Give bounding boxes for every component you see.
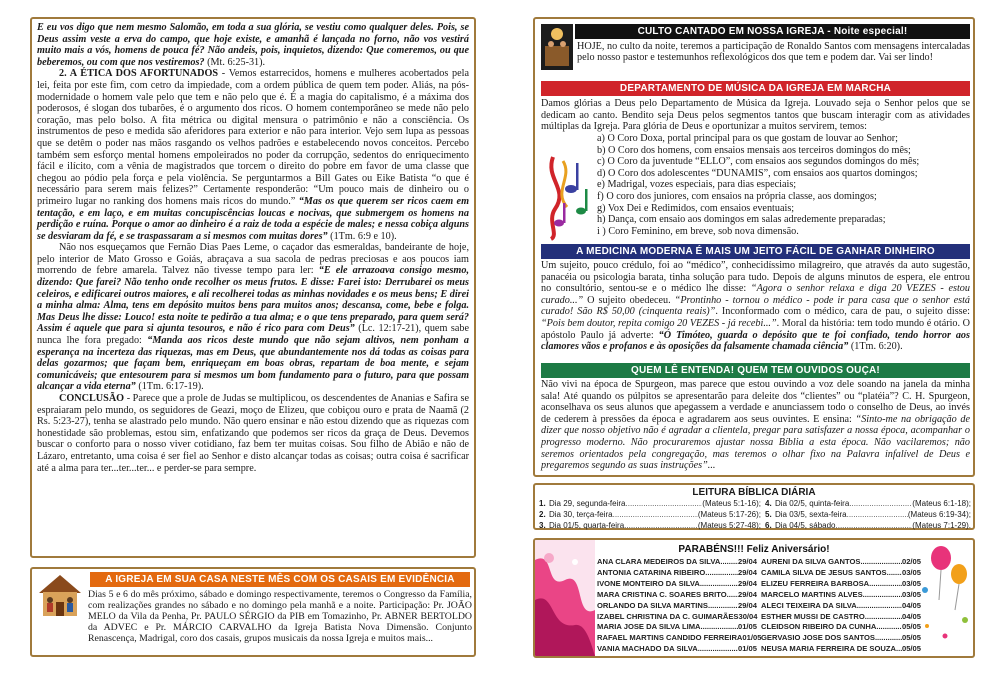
leitura-dots [849,498,912,509]
birthday-row [597,612,757,623]
birthday-name: GERVASIO JOSE DOS SANTOS [761,633,875,643]
birthday-name: IVONE MONTEIRO DA SILVA [597,578,700,588]
birthday-row [597,622,757,633]
birthday-name: RAFAEL MARTINS CANDIDO FERREIRA [597,633,743,643]
leitura-entry [765,520,971,531]
musica-item-a: a) O Coro Doxa, portal principal para os que gostam de louvar ao Senhor; [597,133,899,144]
musica-list [597,133,970,237]
musica-title: DEPARTAMENTO DE MÚSICA DA IGREJA EM MARCHA [541,81,970,96]
medicina-t1: Um sujeito, pouco crédulo, foi ao “médico”, conhecidíssimo milagreiro, que através da auto sugestão, panacéia ou psicologia barata, tinha solução para tudo. Depois de alguns minutos de espera, ele entrou no consultório, sentou-se e o médico lhe disse: [541,260,970,295]
article-body [37,22,469,474]
birthday-dots [863,590,902,601]
leitura-ref: (Mateus 5:1-16); [702,499,761,508]
leitura-day: Dia 02/5, quinta-feira [775,499,850,508]
right-main-frame [533,17,975,477]
article-p1-quote: E eu vos digo que nem mesmo Salomão, em toda a sua glória, se vestiu como qualquer deles. Pois, se Deus assim veste a erva do campo, que hoje existe, e amanhã é lançada no forno, não vos vestirá muito mais a vós, homens de pouca fé? Não andeis, pois, inquietos, dizendo: Que comeremos, ou que beberemos, ou com que nos vestiremos? [37,22,469,68]
birthday-name: CAMILA SILVA DE JESUS SANTOS [761,567,887,577]
article-p3-quote: “E ele arrazoava consigo mesmo, dizendo: Que farei? Não tenho onde recolher os meus frutos. E disse: Farei isto: Derrubarei os meus celeiros, e edificarei outros maiores, e ali recolherei todas as minhas novidades e os meus bens; E direi a minha alma: Alma, tens em depósito muitos bens para muitos anos; descansa, come, bebe e folga. Mas Deus lhe disse: Louco! esta noite te pedirão a tua alma; e o que tens preparado, para quem será? Assim é aquele que para si ajunta tesouros, e não é rico para com Deus” [37,265,469,335]
leitura-entry [765,509,971,520]
article-p2 [37,68,469,242]
leitura-row [539,509,971,520]
leitura-entry [539,520,761,531]
birthday-name: ANA CLARA MEDEIROS DA SILVA [597,557,721,566]
article-p2-text: - Vemos estarrecidos, homens e mulheres acobertados pela lei, feita por este fim, com cetro da impiedade, com a ordem pública de quem tem poder. Aliás, na pós-modernidade o homem vale pelo que tem e não pelo que é. É a magia do capitalismo, é a máxima dos poderosos, é slogan dos tubarões, é o argumento dos ricos. O homem contemporâneo se mede não pelo coração, mas pelo bolso. A fita métrica ou digital mensura o patrimônio e não a consciência. Os instrumentos de peso e medida são aferidores para exterior e não para interior. Vejo sem lupa as pessoas que se detêm o poder nas mãos rasgando os velhos padrões e estabelecendo novos conceitos. Percebo também sem esforço mental homens empoleirados no poder da corrupção, sedentos do enriquecimento fácil e ilícito, com a vênia de magistrados que torcem o direito do pobre em favor de uma classe que chegou ao pódio pela força e pela violência. Se perguntarmos a Bill Gates ou Eike Batista “o que é necessário para serem mais felizes?” Certamente responderão: “Um pouco mais de dinheiro ou o primeiro lugar no ranking dos homens mais ricos do mundo.” [37,68,470,207]
parabens-frame [533,538,975,658]
birthday-date: 01/05 [737,622,757,632]
medicina-t3: . Inconformado com o médico, cara de pau, o sujeito disse: [715,306,970,318]
leitura-day: Dia 03/5, sexta-feira [775,510,847,519]
birthday-dots [700,579,738,590]
birthday-date: 29/04 [737,557,757,566]
musica-item-b: b) O Coro dos homens, com ensaios mensais aos terceiros domingos do mês; [597,144,911,156]
medicina-q3: “Pois bem doutor, repita comigo 20 VEZES - já recebi...” [541,317,777,329]
music-notes-icon [539,149,591,241]
article-p4 [37,393,469,474]
birthday-row [761,644,921,655]
birthday-row [761,590,921,601]
birthday-row [597,601,757,612]
right-page [500,0,1000,684]
leitura-num: 5. [765,510,772,519]
medicina-ref: (1Tm. 6:20). [848,341,903,353]
musica-intro: Damos glórias a Deus pelo Departamento de Música da Igreja. Louvado seja o Senhor pelos que se dedicam ao canto. Bendito seja Deus pelos segmentos tantos que buscam interagir com as atividades múltiplas da Igreja. Para glória de Deus e oportunizar a muitos servirem, temos: [541,98,970,133]
church-choir-icon [541,24,573,70]
birthday-date: 03/05 [901,578,921,588]
balloons-left-icon [535,540,595,656]
article-frame [30,17,476,558]
musica-item-e: e) Madrigal, vozes especiais, para dias especiais; [597,179,797,191]
leitura-num: 3. [539,521,546,530]
spurgeon-title: QUEM LÊ ENTENDA! QUEM TEM OUVIDOS OUÇA! [541,363,970,378]
musica-item-c: c) O Coro da juventude “ELLO”, com ensaios aos segundos domingos do mês; [597,156,920,168]
birthday-date: 29/04 [737,600,757,610]
spurgeon-quote: “Sinto-me na obrigação de dizer que nosso objetivo não é agradar a clientela, pregar para satisfazer a nossa época, acompanhar o progresso moderno. Não procuraremos ajustar nossa Bíblia a esta época. Não vacilaremos; não seremos orientados pela congregação, mas teremos o olhar fixo na Palavra infalível de Deus e pregaremos segundo as suas instruções”... [541,413,970,472]
leitura-ref: (Mateus 5:17-26); [697,510,761,519]
birthday-date: 05/05 [901,622,921,632]
spurgeon-body: Não vivi na época de Spurgeon, mas parece que estou ouvindo a voz dele soando na janela da minha sala! Até quando os púlpitos se apresentarão para deleite dos “clientes” ou “platéia”? C. H. Spurgeon, aconselhava os seus alunos que apegassem a verdade e anunciassem todo o conselho de Deus, ao invés de cederem à pressões da época e agradarem aos seus ouvintes. E ensina: [541,379,970,425]
birthday-row [597,557,757,568]
birthday-dots [701,622,738,633]
birthday-dots [857,601,902,612]
birthday-date: 01/05 [737,644,757,654]
birthday-name: AURENI DA SILVA GANTOS [761,557,861,566]
parabens-col2 [761,557,921,655]
birthday-date: 29/04 [737,567,757,577]
house-family-icon [37,573,83,617]
birthday-dots [869,579,902,590]
birthday-row [761,633,921,644]
birthday-dots [720,557,738,568]
culto-title: CULTO CANTADO EM NOSSA IGREJA - Noite especial! [575,24,970,39]
article-p3-text: Não nos esqueçamos que Fernão Dias Paes Leme, o caçador das esmeraldas, bandeirante de hoje, pelo interior de Mato Grosso e Goiás, abraçava a sua sacola de pedras preciosas e aos poucos iam morrendo de febre amarela. Talvez não tivesse tempo para ler: [37,242,469,277]
leitura-day: Dia 01/5, quarta-feira [549,521,625,530]
musica-item-i: i ) Coro Feminino, em breve, sob nova dimensão. [597,225,799,237]
igreja-casa-frame [30,567,476,657]
birthday-dots [708,601,738,612]
birthday-name: ALECI TEIXEIRA DA SILVA [761,600,857,610]
birthday-date: 05/05 [901,644,921,654]
leitura-ref: (Mateus 5:27-48); [697,521,761,530]
article-p3-quote2: “Manda aos ricos deste mundo que não sejam altivos, nem ponham a esperança na incerteza das riquezas, mas em Deus, que abundantemente nos dá todas as coisas para delas gozarmos; que façam bem, enriqueçam em boas obras, repartam de boa mente, e sejam comunicáveis; que entesourem para si mesmos um bom fundamento para o futuro, para que possam alcançar a vida eterna” [37,335,469,393]
balloons-right-icon [915,540,973,656]
birthday-row [761,612,921,623]
leitura-frame [533,483,975,530]
birthday-row [761,601,921,612]
birthday-date: 01/05 [742,633,762,643]
article-p3 [37,242,469,393]
parabens-title: PARABÉNS!!! Feliz Aniversário! [678,544,830,555]
birthday-date: 05/05 [901,633,921,643]
birthday-name: VANIA MACHADO DA SILVA [597,644,698,654]
leitura-num: 4. [765,499,772,508]
birthday-dots [887,568,902,579]
article-p2-quote: “Mas os que querem ser ricos caem em tentação, e em laço, e em muitas concupiscências loucas e nocivas, que submergem os homens na perdição e ruína. Porque o amor ao dinheiro é a raiz de toda a espécie de males; e nessa cobiça alguns se desviaram da fé, e se traspassaram a si mesmos com muitas dores” [37,195,470,242]
medicina-q2: “Prontinho - tornou o médico - pode ir para casa que o senhor está curado! São R$ 50,00 (cinquenta reais)” [541,294,970,318]
birthday-row [597,644,757,655]
birthday-row [761,568,921,579]
leitura-ref: (Mateus 6:1-18); [912,499,971,508]
birthday-dots [876,622,902,633]
birthday-name: MARIA JOSE DA SILVA LIMA [597,622,701,632]
birthday-date: 30/04 [738,611,758,621]
musica-item-h: h) Dança, com ensaio aos domingos em salas adredemente preparadas; [597,214,886,226]
article-p3-ref: (Lc. 12:17-21), quem sabe nunca lhe fora pregado: [37,323,469,347]
leitura-num: 6. [765,521,772,530]
birthday-dots [865,612,902,623]
leitura-dots [626,498,703,509]
leitura-entry [539,509,761,520]
parabens-col1 [597,557,762,655]
birthday-name: NEUSA MARIA FERREIRA DE SOUZA [761,644,897,654]
birthday-name: IZABEL CHRISTINA DA C. GUIMARÃES [597,611,739,621]
medicina-text [541,260,970,353]
leitura-day: Dia 30, terça-feira [549,510,613,519]
leitura-dots [847,509,908,520]
birthday-name: ELIZEU FERREIRA BARBOSA [761,578,870,588]
leitura-entry [765,498,971,509]
leitura-day: Dia 04/5, sábado [775,521,836,530]
leitura-ref: (Mateus 7:1-29). [912,521,971,530]
leitura-num: 2. [539,510,546,519]
birthday-row [761,622,921,633]
article-p2-heading: 2. A ÉTICA DOS AFORTUNADOS [59,68,219,80]
leitura-dots [624,520,698,531]
leitura-table [539,498,971,531]
leitura-dots [613,509,698,520]
medicina-t4: . Moral da história: tem todo mundo é otário. O apóstolo Paulo já adverte: [541,317,970,341]
article-p1 [37,22,469,68]
musica-item-d: d) O Coro dos adolescentes “DUNAMIS”, com ensaios aos quartos domingos; [597,167,918,179]
birthday-date: 04/05 [901,611,921,621]
igreja-casa-text: Dias 5 e 6 do mês próximo, sábado e domingo respectivamente, teremos o Congresso da Família, com realizações grandes no sábado e no domingo pela manhã e a noite. Participação: Pr. JOÃO MELO da Vila da Penha, Pr. PAULO SÉRGIO da PIB em Tomazinho, Pr. ABNER BERTOLDO da ADVEC e Pr. MÁRCIO CARVALHO da Igreja Batista Nova Dimensão. Conjunto Renascença, Madrigal, coro dos casais, grupos musicais da nossa Igreja e muitos mais... [88,589,472,644]
birthday-date: 29/04 [737,589,757,599]
birthday-dots [698,644,738,655]
musica-item-g: g) Vox Dei e Redimidos, com ensaios eventuais; [597,202,795,214]
birthday-date: 03/05 [901,567,921,577]
birthday-row [761,579,921,590]
medicina-q1: “Agora o senhor relaxa e diga 20 VEZES - estou curado...” [541,283,970,306]
article-p1-ref: (Mt. 6:25-31). [204,56,266,68]
birthday-date: 02/05 [901,557,921,566]
birthday-row [597,579,757,590]
birthday-name: ESTHER MUSSI DE CASTRO [761,611,865,621]
leitura-entry [539,498,761,509]
spurgeon-text [541,379,970,472]
article-p2-ref: (1Tm. 6:9 e 10). [327,230,397,242]
birthday-dots [705,568,738,579]
culto-text: HOJE, no culto da noite, teremos a participação de Ronaldo Santos com mensagens intercaladas pelo nosso pastor e testemunhos reflexológicos dos que tem e podem dar. Vai ser lindo! [577,41,970,63]
article-p4-text: - Parece que a prole de Judas se multiplicou, os descendentes de Ananias e Safira se espraiaram pelo mundo, os seguidores de Geazi, moço de Elizeu, que cobiçou ouro e prata de Naamã (2 Rs. 5:23-27), tenha se alastrado pelo mundo. Não quero ensinar e não estou dizendo que as riquezas com honestidade são problemas, estou sim, enfatizando que podemos ser ricos da graça de Deus. Devemos buscar o conforto para o nosso viver cotidiano, faz bem ter muitas coisas. Sou filho de Abião e não de Lázaro, entretanto, uma coisa é ser fiel ao Senhor e disto alcançar todas as coisas; outra coisa é sacrificar até a alma para ter...ter...ter... e perder-se para sempre. [37,393,469,474]
leitura-ref: (Mateus 6:19-34); [907,510,971,519]
birthday-name: CLEIDSON RIBEIRO DA CUNHA [761,622,877,632]
birthday-row [597,590,757,601]
medicina-title: A MEDICINA MODERNA É MAIS UM JEITO FÁCIL DE GANHAR DINHEIRO [541,244,970,259]
leitura-title: LEITURA BÍBLICA DIÁRIA [692,487,816,498]
leitura-row [539,498,971,509]
birthday-dots [860,557,902,568]
leitura-num: 1. [539,499,546,508]
musica-item-f: f) O coro dos juniores, com ensaios na própria classe, aos domingos; [597,190,877,202]
birthday-name: ORLANDO DA SILVA MARTINS [597,600,708,610]
article-p4-heading: CONCLUSÃO [59,393,125,404]
medicina-t2: O sujeito obedeceu. [583,294,675,306]
birthday-name: MARCELO MARTINS ALVES [761,589,863,599]
birthday-name: MARA CRISTINA C. SOARES BRITO [597,589,727,599]
birthday-dots [727,590,738,601]
medicina-q4: “Ó Timóteo, guarda o depósito que te foi confiado, tendo horror aos clamores vãos e profanos e às oposições da falsamente chamada ciência” [541,329,970,353]
leitura-dots [836,520,913,531]
birthday-date: 29/04 [737,578,757,588]
article-p3-ref2: (1Tm. 6:17-19). [135,381,204,393]
leitura-day: Dia 29, segunda-feira [549,499,626,508]
leitura-row [539,520,971,531]
birthday-dots [875,633,902,644]
birthday-name: ANTONIA CATARINA RIBEIRO [597,567,706,577]
birthday-date: 03/05 [901,589,921,599]
birthday-date: 04/05 [901,600,921,610]
birthday-row [597,633,762,644]
birthday-row [761,557,921,568]
igreja-casa-title: A IGREJA EM SUA CASA NESTE MÊS COM OS CASAIS EM EVIDÊNCIA [90,572,470,587]
birthday-row [597,568,757,579]
